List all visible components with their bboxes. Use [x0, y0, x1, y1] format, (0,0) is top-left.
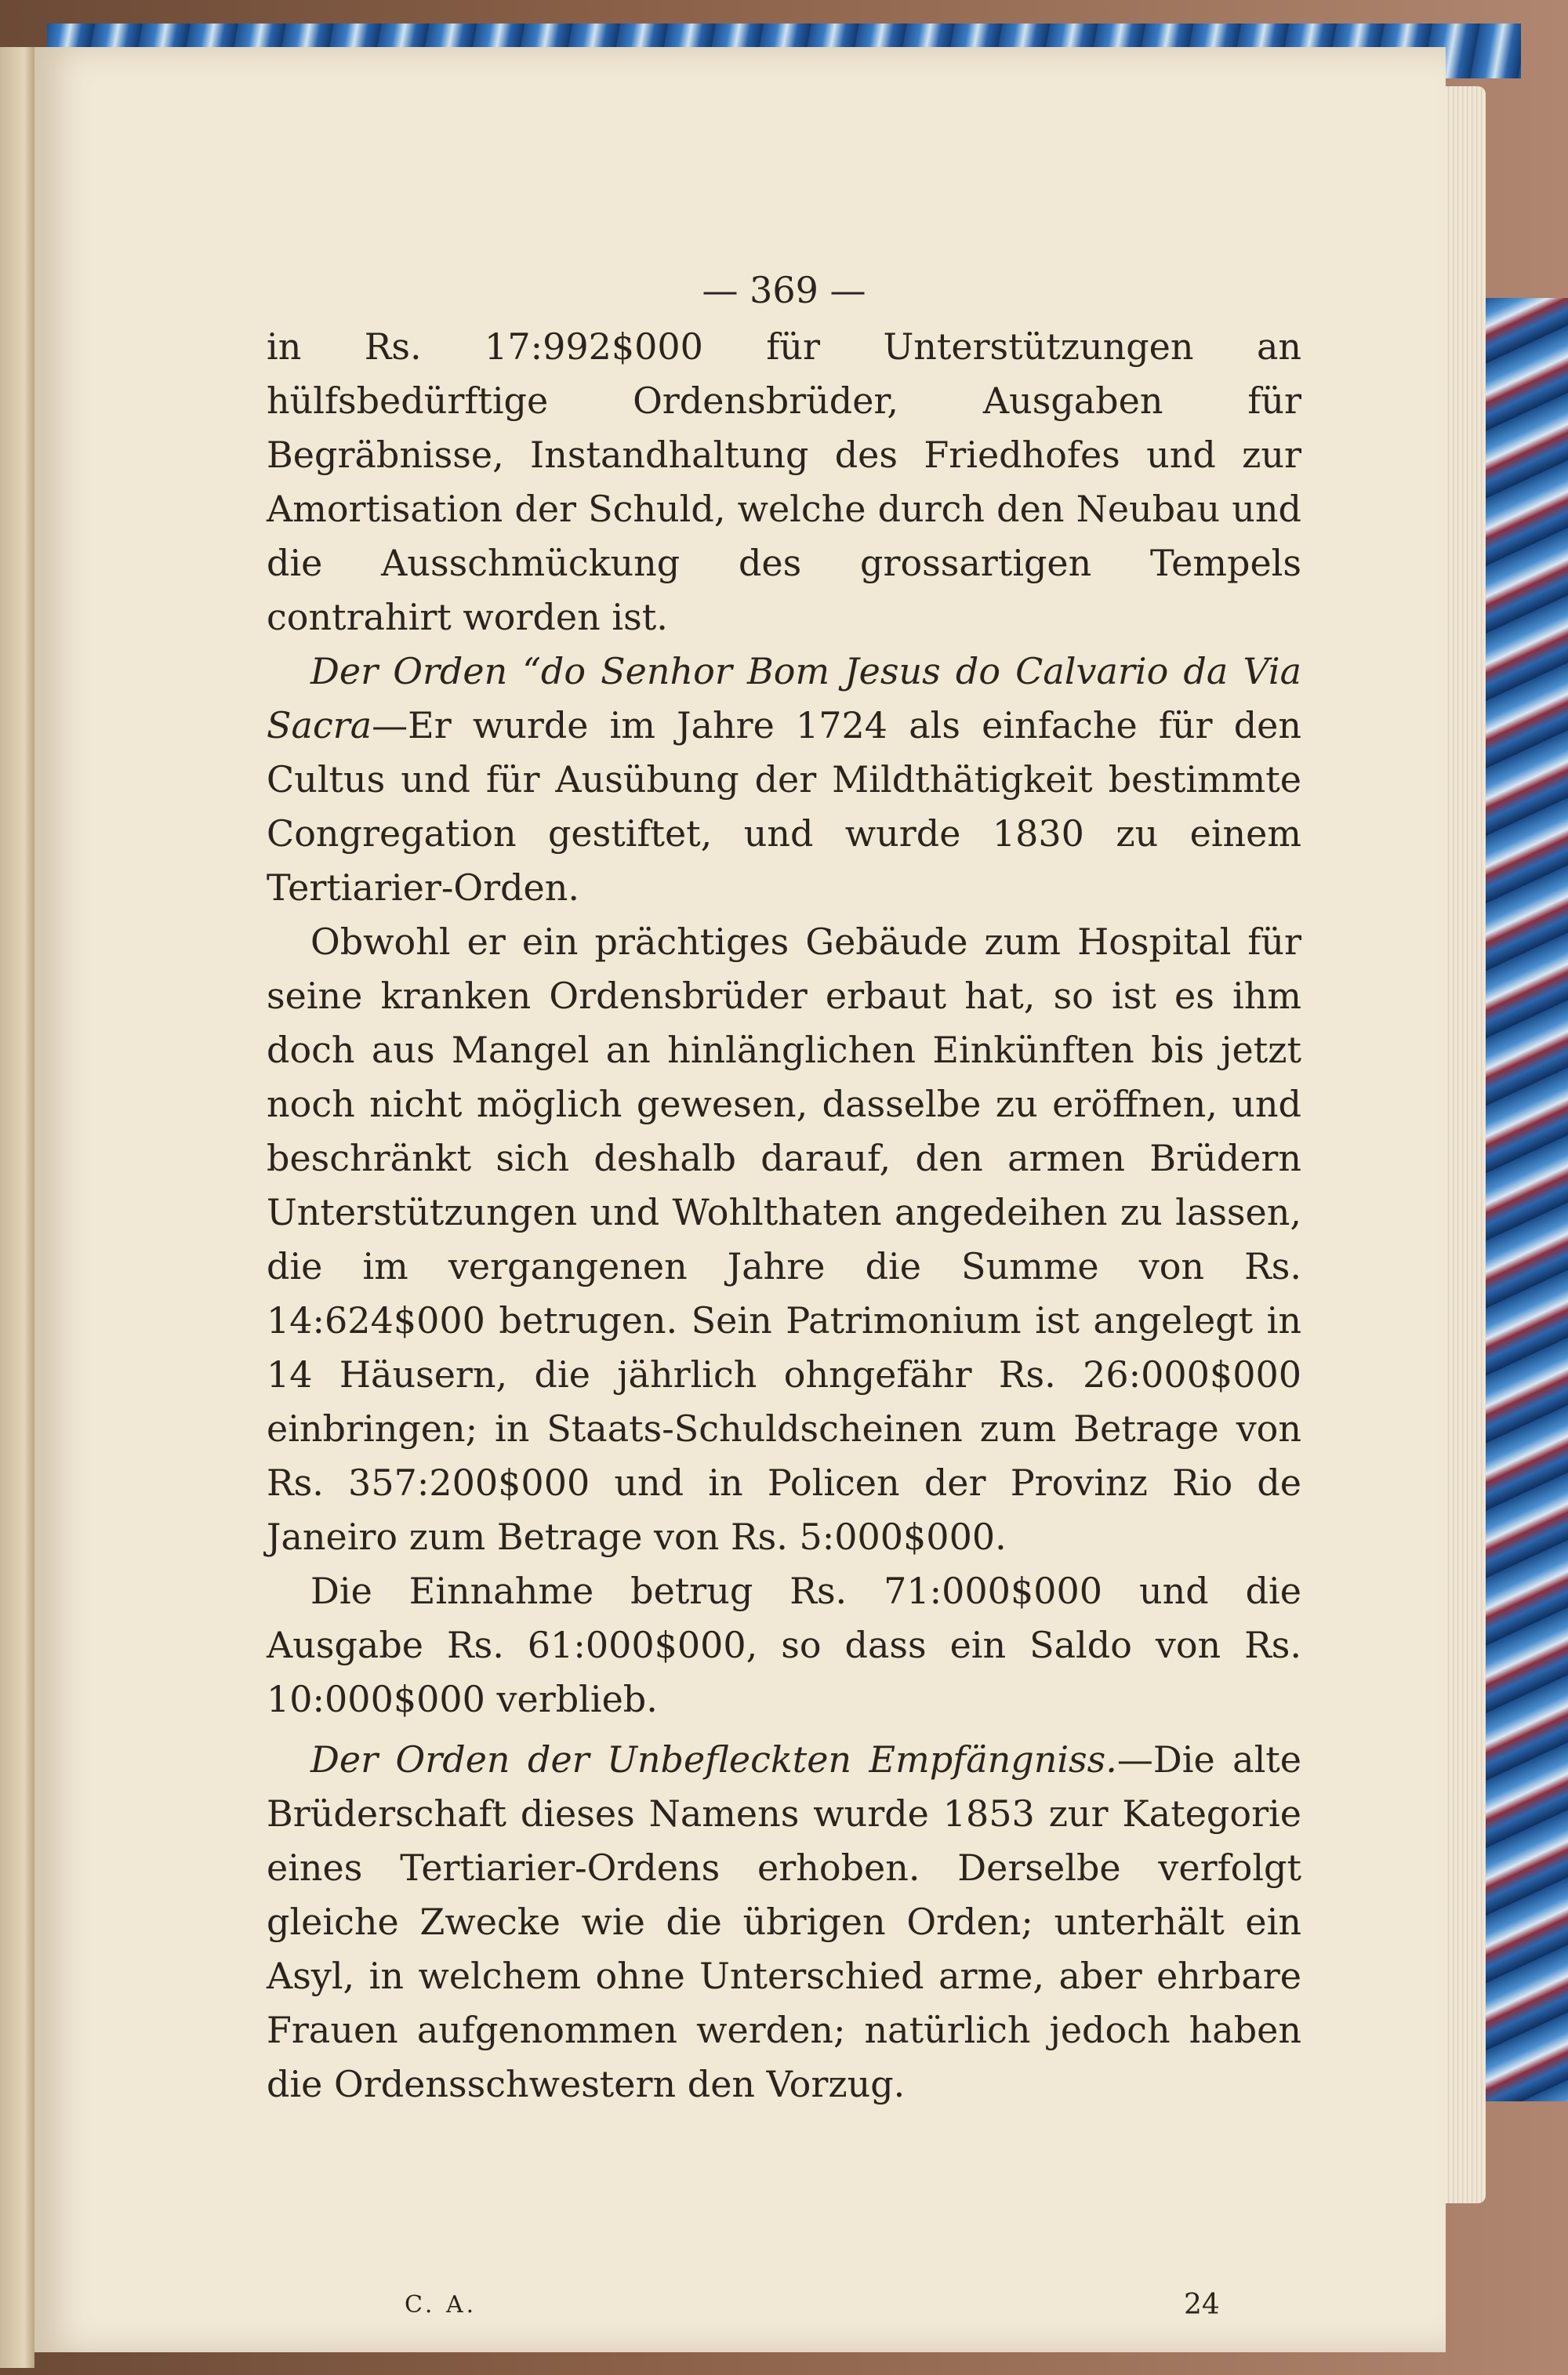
facing-page-edge [0, 47, 34, 2368]
printer-signature: C. A. [405, 2291, 477, 2319]
section-heading: Der Orden der Unbefleckten Empfängniss. [310, 1738, 1117, 1781]
paragraph [267, 320, 1301, 645]
page-number: — 369 — [702, 269, 866, 311]
paragraph [267, 1564, 1301, 1727]
book-page [34, 47, 1446, 2352]
paragraph [267, 1733, 1301, 2112]
page-footer [267, 2282, 1301, 2329]
marbled-endpaper-right [1482, 298, 1568, 2101]
paragraph-text: —Die alte Brüderschaft dieses Namens wurde 1853 zur Kategorie eines Tertiarier-Ordens erhoben. Derselbe verfolgt gleiche Zwecke wie die übrigen Orden; unterhält ein Asyl, in welchem ohne Unterschied arme, aber ehrbare Frauen aufgenommen werden; natürlich jedoch haben die Ordensschwestern den Vorzug. [267, 1738, 1301, 2105]
paragraph-text: Obwohl er ein prächtiges Gebäude zum Hospital für seine kranken Ordensbrüder erbaut hat, so ist es ihm doch aus Mangel an hinlänglichen Einkünften bis jetzt noch nicht möglich gewesen, dasselbe zu eröffnen, und beschränkt sich deshalb darauf, den armen Brüdern Unterstützungen und Wohlthaten angedeihen zu lassen, die im vergangenen Jahre die Summe von Rs. 14:624$000 betrugen. Sein Patrimonium ist angelegt in 14 Häusern, die jährlich ohngefähr Rs. 26:000$000 einbringen; in Staats-Schuldscheinen zum Betrage von Rs. 357:200$000 und in Policen der Provinz Rio de Janeiro zum Betrage von Rs. 5:000$000. [267, 921, 1301, 1558]
paragraph [267, 645, 1301, 915]
paragraph-text: in Rs. 17:992$000 für Unterstützungen an hülfsbedürftige Ordensbrüder, Ausgaben für Begräbnisse, Instandhaltung des Friedhofes und zur Amortisation der Schuld, welche durch den Neubau und die Ausschmückung des grossartigen Tempels contrahirt worden ist. [267, 325, 1301, 638]
body-text [267, 320, 1301, 2112]
section-heading: Der Orden “do Senhor Bom Jesus do Calvario da Via Sacra [267, 650, 1301, 746]
paragraph-text: —Er wurde im Jahre 1724 als einfache für den Cultus und für Ausübung der Mildthätigkeit bestimmte Congregation gestiftet, und wurde 1830 zu einem Tertiarier-Orden. [267, 704, 1301, 909]
sheet-number: 24 [1184, 2289, 1220, 2321]
paragraph [267, 915, 1301, 1564]
paragraph-text: Die Einnahme betrug Rs. 71:000$000 und die Ausgabe Rs. 61:000$000, so dass ein Saldo von Rs. 10:000$000 verblieb. [267, 1570, 1301, 1720]
